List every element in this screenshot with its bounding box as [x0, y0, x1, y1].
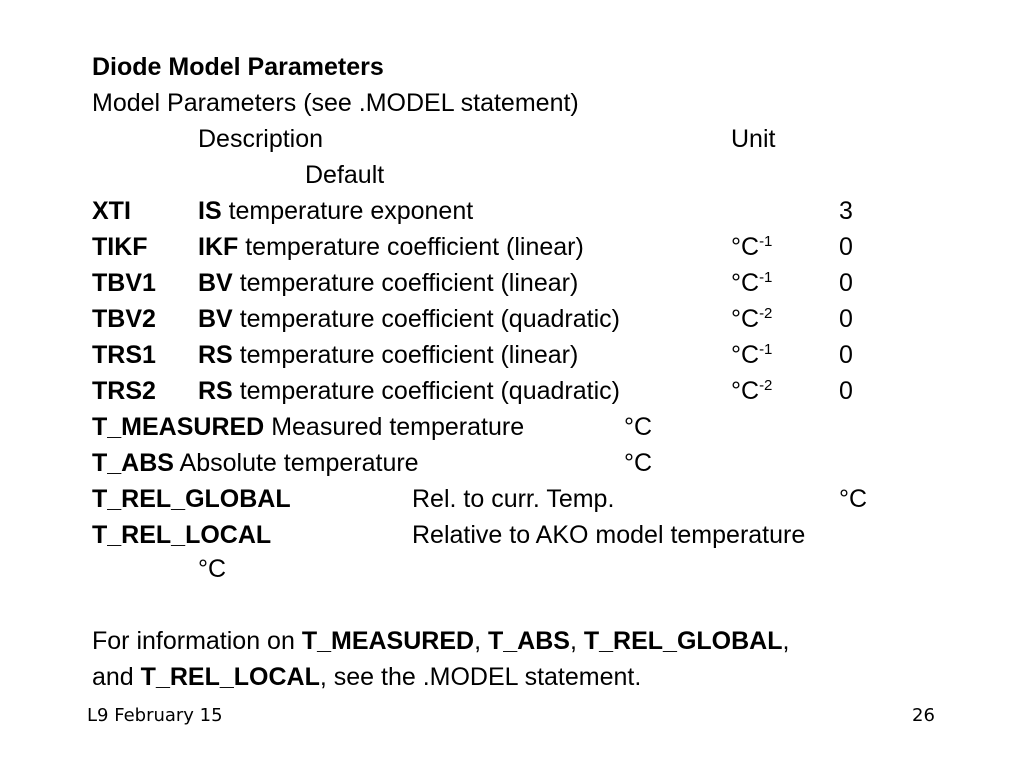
- param-desc-text: temperature coefficient (quadratic): [239, 305, 620, 333]
- param-desc-text: temperature coefficient (quadratic): [239, 377, 620, 405]
- param-desc-text: temperature coefficient (linear): [239, 269, 579, 297]
- param-desc-text: Measured temperature: [271, 413, 525, 441]
- param-desc-text: Absolute temperature: [179, 449, 419, 477]
- unit-base: °C: [731, 377, 760, 405]
- note-prefix: and: [92, 663, 141, 691]
- param-unit: °C: [839, 485, 868, 513]
- header-unit: Unit: [731, 125, 776, 153]
- unit-base: °C: [731, 269, 760, 297]
- param-name: TIKF: [92, 233, 148, 261]
- param-ref: BV: [198, 305, 233, 333]
- param-unit: [731, 373, 772, 409]
- note-prefix: For information on: [92, 627, 302, 655]
- unit-exponent: -2: [759, 305, 773, 322]
- param-default: 3: [839, 197, 853, 225]
- param-default: 0: [839, 233, 853, 261]
- param-desc-text: temperature exponent: [228, 197, 474, 225]
- t-measured-text: [92, 409, 524, 445]
- note-t-rel-local: T_REL_LOCAL: [140, 663, 320, 691]
- param-ref: IKF: [198, 233, 239, 261]
- header-default: Default: [305, 161, 385, 189]
- page-number: 26: [912, 705, 935, 726]
- slide-subtitle: Model Parameters (see .MODEL statement): [92, 89, 579, 117]
- param-description: [198, 337, 578, 373]
- note-text: [92, 659, 641, 695]
- slide-title: Diode Model Parameters: [92, 53, 384, 81]
- param-default: 0: [839, 305, 853, 333]
- param-unit: °C: [624, 449, 653, 477]
- unit-exponent: -1: [759, 269, 773, 286]
- note-text: [92, 623, 789, 659]
- header-description: Description: [198, 125, 324, 153]
- t-abs-text: [92, 445, 419, 481]
- param-name: T_ABS: [92, 449, 174, 477]
- param-description: [198, 373, 620, 409]
- param-default: 0: [839, 341, 853, 369]
- param-ref: RS: [198, 377, 233, 405]
- param-unit: [731, 337, 772, 373]
- param-unit: °C: [198, 555, 227, 583]
- param-name: TBV2: [92, 305, 156, 333]
- param-unit: [731, 265, 772, 301]
- unit-exponent: -1: [759, 233, 773, 250]
- param-ref: BV: [198, 269, 233, 297]
- param-unit: °C: [624, 413, 653, 441]
- note-t-measured: T_MEASURED: [301, 627, 475, 655]
- unit-base: °C: [731, 341, 760, 369]
- unit-exponent: -1: [759, 341, 773, 358]
- unit-base: °C: [731, 305, 760, 333]
- param-unit: [731, 229, 772, 265]
- param-description: [198, 301, 620, 337]
- param-name: T_MEASURED: [92, 413, 265, 441]
- param-name: TBV1: [92, 269, 156, 297]
- param-name: XTI: [92, 197, 131, 225]
- param-unit: [731, 301, 772, 337]
- param-desc-text: temperature coefficient (linear): [245, 233, 584, 261]
- param-description: [198, 229, 584, 265]
- unit-exponent: -2: [759, 377, 773, 394]
- param-default: 0: [839, 269, 853, 297]
- param-ref: RS: [198, 341, 233, 369]
- note-sep: ,: [474, 627, 488, 655]
- unit-base: °C: [731, 233, 760, 261]
- note-sep: ,: [782, 627, 790, 655]
- param-name: TRS1: [92, 341, 156, 369]
- note-t-rel-global: T_REL_GLOBAL: [583, 627, 783, 655]
- param-ref: IS: [198, 197, 222, 225]
- footer-date: L9 February 15: [87, 705, 223, 726]
- param-name: TRS2: [92, 377, 156, 405]
- param-description: [198, 265, 578, 301]
- param-name: T_REL_LOCAL: [92, 521, 272, 549]
- param-description: [198, 193, 473, 229]
- note-suffix: , see the .MODEL statement.: [319, 663, 642, 691]
- param-desc-text: Rel. to curr. Temp.: [412, 485, 615, 513]
- param-desc-text: Relative to AKO model temperature: [412, 521, 806, 549]
- note-sep: ,: [569, 627, 584, 655]
- note-t-abs: T_ABS: [487, 627, 570, 655]
- param-default: 0: [839, 377, 853, 405]
- param-desc-text: temperature coefficient (linear): [239, 341, 579, 369]
- param-name: T_REL_GLOBAL: [92, 485, 291, 513]
